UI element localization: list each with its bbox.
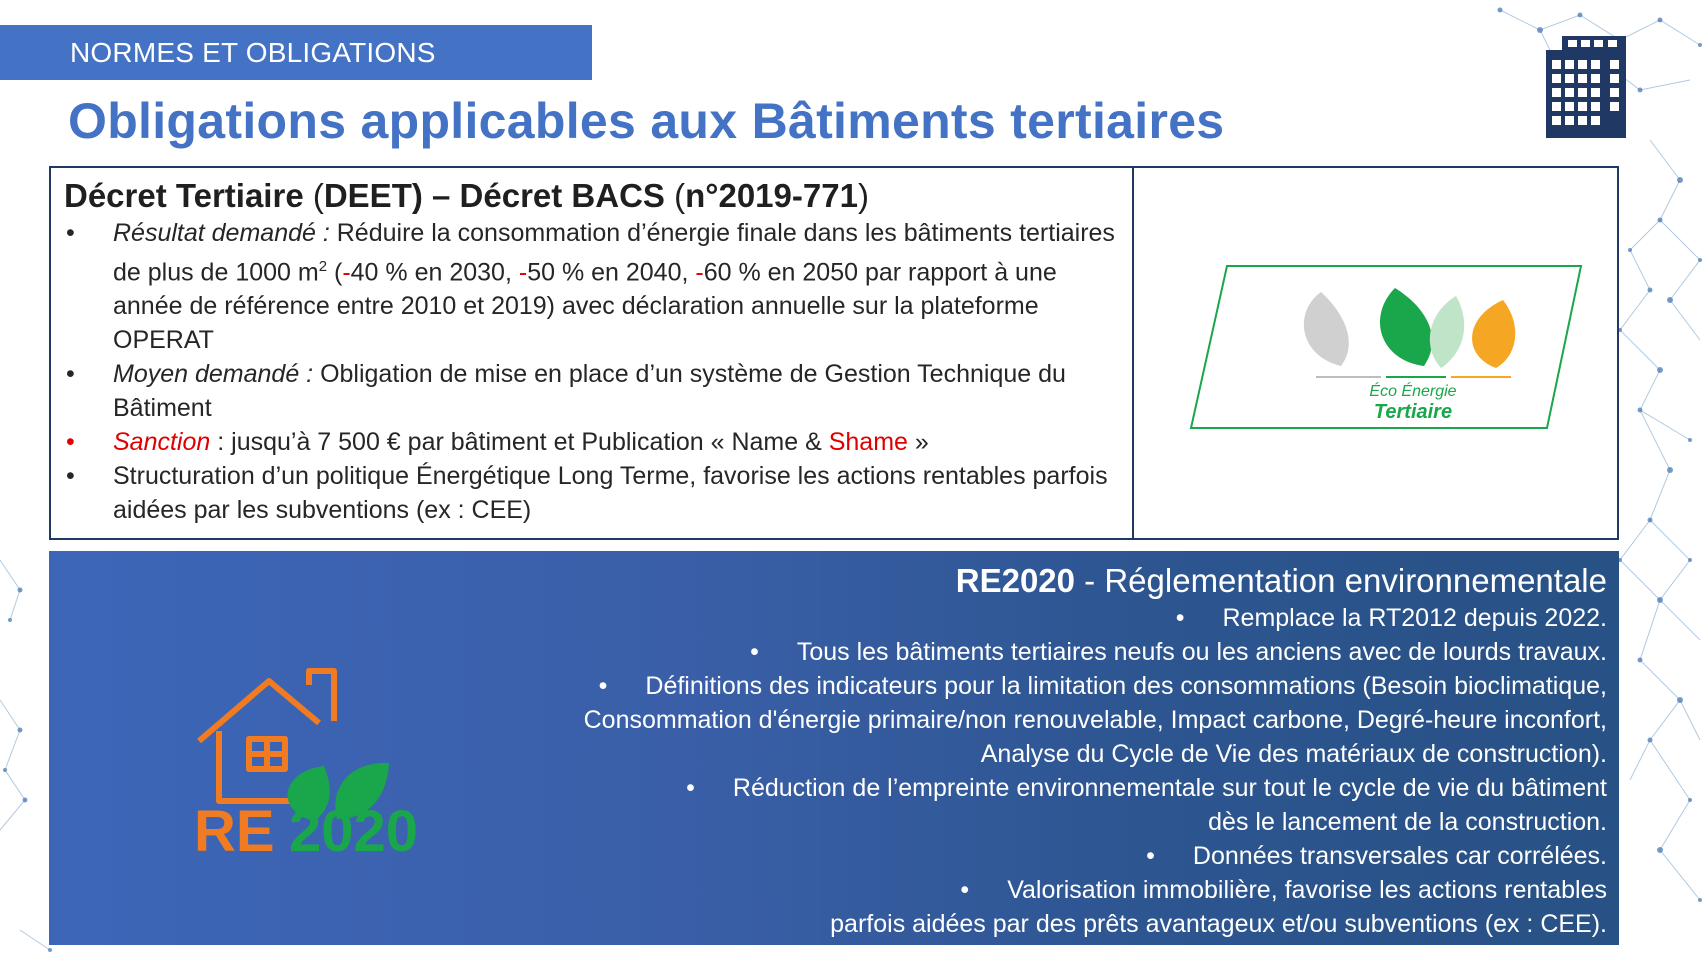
- bullet-dot: •: [750, 638, 759, 666]
- re2020-logo: [149, 641, 469, 861]
- re2020-bullet-list: [437, 601, 1607, 941]
- re2020-line: [437, 737, 1607, 771]
- re2020-title: RE2020 - Réglementation environnementale: [955, 562, 1607, 599]
- re2020-line-text: Tous les bâtiments tertiaires neufs ou les anciens avec de lourds travaux.: [796, 638, 1607, 666]
- re2020-line-text: Analyse du Cycle de Vie des matériaux de construction).: [980, 740, 1607, 768]
- decret-title-part: Décret Tertiaire: [64, 177, 304, 214]
- re2020-line: [437, 669, 1607, 703]
- decret-text-column: [64, 176, 1124, 527]
- bullet-dot: •: [1146, 842, 1155, 870]
- re2020-line: [437, 635, 1607, 669]
- page-title: Obligations applicables aux Bâtiments tertiaires: [68, 93, 1225, 149]
- re2020-line-text: Consommation d'énergie primaire/non renouvelable, Impact carbone, Degré-heure inconfort,: [583, 706, 1607, 734]
- eco-logo-line2: Tertiaire: [1373, 401, 1453, 423]
- re-logo-text: RE: [194, 799, 275, 861]
- re2020-line-text: Définitions des indicateurs pour la limitation des consommations (Besoin bioclimatique,: [645, 672, 1607, 700]
- eco-logo-line1: Éco Énergie: [1369, 383, 1457, 400]
- bullet-dot: •: [960, 876, 970, 904]
- bullet-result: • Résultat demandé : Réduire la consommation d’énergie finale dans les bâtiments tertiaires de plus de 1000 $m^2$ (-40 % en 2030, -50 % en 2040, -60 % en 2050 par rapport à une année de référence entre 2010 et 2019) avec déclaration annuelle sur la plateforme OPERAT: [66, 219, 1115, 355]
- re2020-line: [437, 907, 1607, 941]
- decret-title: Décret Tertiaire (DEET) – Décret BACS (n°2019-771): [64, 177, 869, 214]
- decret-bullet-list: [64, 216, 1124, 527]
- re2020-line-text: Données transversales car corrélées.: [1192, 842, 1607, 870]
- re2020-text-column: [437, 561, 1607, 941]
- re2020-line-text: Remplace la RT2012 depuis 2022.: [1222, 604, 1607, 632]
- re2020-line-text: Réduction de l’empreinte environnementale sur tout le cycle de vie du bâtiment: [732, 774, 1607, 802]
- re2020-line: [437, 873, 1607, 907]
- bullet-dot: •: [598, 672, 608, 700]
- bullet-sanction: • Sanction : jusqu’à 7 500 € par bâtiment et Publication « Name & Shame »: [66, 428, 929, 457]
- re2020-line-text: Valorisation immobilière, favorise les actions rentables: [1007, 876, 1607, 904]
- re2020-line-text: dès le lancement de la construction.: [1208, 808, 1607, 836]
- column-divider: [1132, 168, 1134, 538]
- bullet-means: • Moyen demandé : Obligation de mise en place d’un système de Gestion Technique du Bâtiment: [66, 360, 1066, 423]
- bullet-structuring: • Structuration d’un politique Énergétique Long Terme, favorise les actions rentables parfois aidées par les subventions (ex : CEE): [66, 462, 1108, 525]
- re2020-line: [437, 771, 1607, 805]
- re2020-line-text: parfois aidées par des prêts avantageux et/ou subventions (ex : CEE).: [830, 910, 1607, 938]
- building-icon: [1546, 36, 1626, 138]
- bullet-dot: •: [686, 774, 695, 802]
- eco-energie-tertiaire-logo: [1181, 256, 1601, 456]
- decret-tertiaire-box: [49, 166, 1619, 540]
- re2020-panel: [49, 551, 1619, 945]
- re-logo-year: 2020: [289, 799, 419, 861]
- re2020-line: [437, 703, 1607, 737]
- bullet-dot: •: [1175, 604, 1185, 632]
- re2020-line: [437, 805, 1607, 839]
- re2020-line: [437, 601, 1607, 635]
- re2020-line: [437, 839, 1607, 873]
- section-label: NORMES ET OBLIGATIONS: [0, 25, 592, 80]
